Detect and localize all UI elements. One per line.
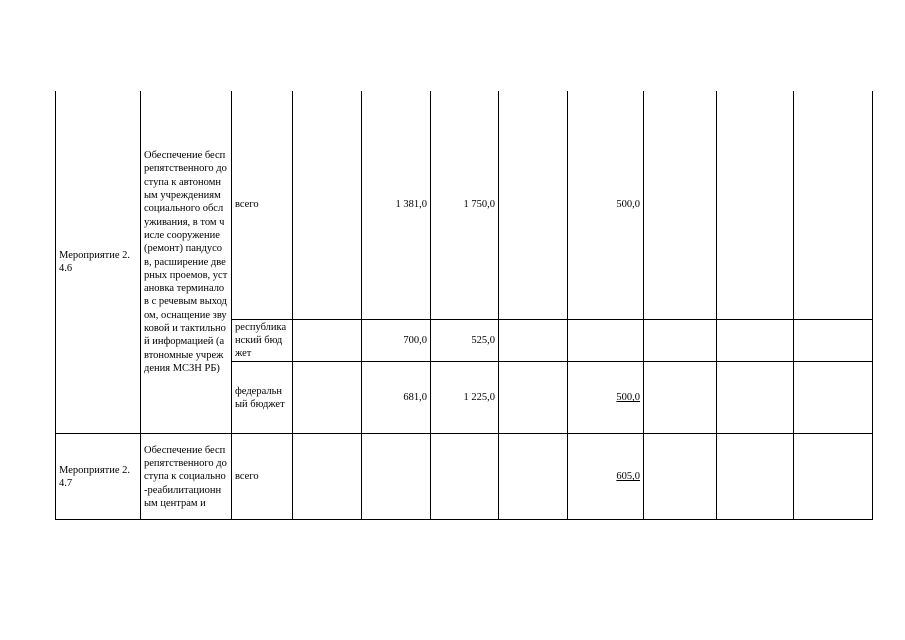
value-cell (644, 434, 717, 520)
funding-source-cell: республиканский бюджет (232, 319, 293, 362)
funding-source-cell: федеральный бюджет (232, 362, 293, 434)
value-cell (717, 319, 794, 362)
value-cell (293, 434, 362, 520)
value-cell (499, 434, 568, 520)
activity-cell: Мероприятие 2.4.7 (56, 434, 141, 520)
value-cell (717, 362, 794, 434)
value-cell (431, 434, 499, 520)
table-row (56, 91, 873, 319)
value-cell (794, 91, 873, 319)
value-cell (499, 362, 568, 434)
value-cell: 700,0 (362, 319, 431, 362)
value-cell (644, 319, 717, 362)
value-cell: 500,0 (568, 362, 644, 434)
value-cell (499, 91, 568, 319)
activity-cell: Мероприятие 2.4.6 (56, 91, 141, 434)
value-cell: 1 750,0 (431, 91, 499, 319)
value-cell (794, 319, 873, 362)
description-cell: Обеспечение беспрепятственного доступа к социально-реабилитационным центрам и (141, 434, 232, 520)
value-cell: 681,0 (362, 362, 431, 434)
value-cell: 1 381,0 (362, 91, 431, 319)
value-cell (717, 91, 794, 319)
value-cell: 605,0 (568, 434, 644, 520)
value-cell (794, 434, 873, 520)
description-cell: Обеспечение беспрепятственного доступа к автономным учреждениям социального обслуживания, в том числе сооружение (ремонт) пандусов, расширение дверных проемов, установка терминалов с речевым выходом, оснащение звуковой и тактильной информацией (автономные учреждения МСЗН РБ) (141, 91, 232, 434)
table-row (56, 434, 873, 520)
value-cell: 525,0 (431, 319, 499, 362)
funding-source-cell: всего (232, 91, 293, 319)
value-cell (568, 319, 644, 362)
activities-table (55, 91, 873, 520)
value-cell (293, 362, 362, 434)
funding-source-cell: всего (232, 434, 293, 520)
value-cell (644, 362, 717, 434)
value-cell (499, 319, 568, 362)
value-cell (717, 434, 794, 520)
value-cell (293, 319, 362, 362)
value-cell: 500,0 (568, 91, 644, 319)
value-cell (362, 434, 431, 520)
value-cell (644, 91, 717, 319)
value-cell: 1 225,0 (431, 362, 499, 434)
value-cell (794, 362, 873, 434)
value-cell (293, 91, 362, 319)
